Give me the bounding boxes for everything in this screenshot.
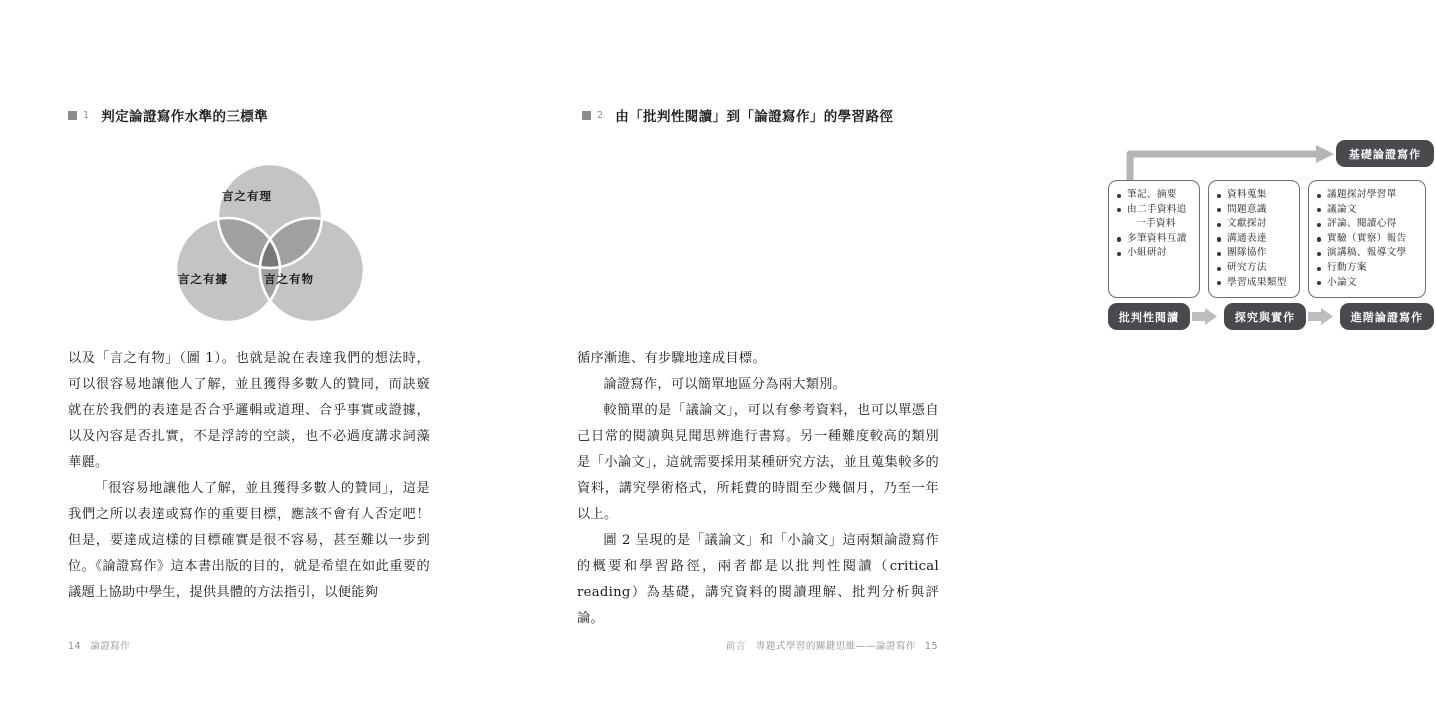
left-running-head: 論證寫作 — [90, 641, 131, 652]
figure-2-number: 2 — [597, 109, 604, 121]
figure-2-title: 由「批判性閱讀」到「論證寫作」的學習路徑 — [615, 109, 894, 125]
list-item: 演講稿、報導文學 — [1316, 246, 1420, 261]
bottom-stage-pill-3[interactable]: 進階論證寫作 — [1340, 303, 1434, 330]
figure-marker-icon — [68, 111, 77, 120]
flow-list-box-2 — [1208, 180, 1300, 298]
bottom-arrow-2 — [1308, 308, 1333, 325]
list-item: 團隊協作 — [1216, 246, 1294, 261]
figure-1-title: 判定論證寫作水準的三標準 — [101, 109, 269, 125]
bottom-stage-pill-1[interactable]: 批判性閱讀 — [1108, 303, 1190, 330]
list-item: 文獻探討 — [1216, 217, 1294, 232]
right-paragraph-3: 較簡單的是「議論文」，可以有參考資料，也可以單憑自己日常的閱讀與見聞思辨進行書寫。另一種難度較高的類別是「小論文」，這就需要採用某種研究方法，並且蒐集較多的資料，講究學術格式，所耗費的時間至少幾個月，乃至一年以上。 — [577, 403, 939, 522]
list-item: 學習成果類型 — [1216, 276, 1294, 291]
flow-list-2 — [1216, 188, 1294, 290]
list-item: 小組研討 — [1116, 246, 1194, 261]
left-paragraph-2: 「很容易地讓他人了解，並且獲得多數人的贊同」，這是我們之所以表達或寫作的重要目標，應該不會有人否定吧！但是，要達成這樣的目標確實是很不容易，甚至難以一步到位。《論證寫作》這本書出版的目的，就是希望在如此重要的議題上協助中學生，提供具體的方法指引，以便能夠 — [68, 481, 430, 600]
left-page — [0, 0, 500, 710]
list-item: 筆記、摘要 — [1116, 188, 1194, 203]
venn-label-bottom-right: 言之有物 — [264, 272, 314, 286]
list-item-continuation: 一手資料 — [1136, 218, 1176, 230]
list-item: 溝通表達 — [1216, 232, 1294, 247]
left-body-text — [68, 346, 430, 606]
top-stage-pill[interactable]: 基礎論證寫作 — [1336, 140, 1434, 167]
flow-list-box-1 — [1108, 180, 1200, 298]
left-page-number: 14 — [68, 641, 82, 652]
elbow-arrow-head — [1316, 145, 1334, 163]
figure-1-number: 1 — [83, 109, 90, 121]
list-item: 問題意識 — [1216, 203, 1294, 218]
figure-1-caption — [68, 105, 268, 125]
right-paragraph-1: 循序漸進、有步驟地達成目標。 — [577, 351, 766, 366]
right-page-footer — [726, 638, 938, 652]
list-item: 小論文 — [1316, 276, 1420, 291]
list-item: 資料蒐集 — [1216, 188, 1294, 203]
flow-list-3 — [1316, 188, 1420, 290]
list-item: 研究方法 — [1216, 261, 1294, 276]
list-item: 評論、閱讀心得 — [1316, 217, 1420, 232]
figure-marker-icon — [582, 111, 591, 120]
venn-diagram — [160, 152, 380, 332]
right-paragraph-4: 圖 2 呈現的是「議論文」和「小論文」這兩類論證寫作的概要和學習路徑，兩者都是以批判性閱讀（critical reading）為基礎，講究資料的閱讀理解、批判分析與評論。 — [577, 533, 939, 626]
right-running-head: 前言 專題式學習的關鍵思維——論證寫作 — [725, 641, 916, 652]
bottom-stage-pill-2[interactable]: 探究與實作 — [1224, 303, 1306, 330]
right-page-number: 15 — [924, 641, 938, 652]
flow-list-1 — [1116, 188, 1194, 261]
right-body-text — [577, 346, 939, 632]
venn-label-top: 言之有理 — [222, 189, 272, 203]
left-page-footer — [68, 638, 130, 652]
right-page — [500, 0, 1424, 710]
learning-path-flow-diagram — [1104, 136, 1436, 336]
venn-label-bottom-left: 言之有據 — [178, 272, 228, 286]
list-item: 議題探討學習單 — [1316, 188, 1420, 203]
list-item: 由二手資料追 — [1116, 203, 1194, 218]
list-item: 議論文 — [1316, 203, 1420, 218]
figure-2-caption — [582, 105, 893, 125]
venn-svg — [160, 152, 380, 332]
left-paragraph-1: 以及「言之有物」（圖 1）。也就是說在表達我們的想法時，可以很容易地讓他人了解，並且獲得多數人的贊同，而訣竅就在於我們的表達是否合乎邏輯或道理、合乎事實或證據，以及內容是否扎實，不是浮誇的空談，也不必過度講求詞藻華麗。 — [68, 351, 430, 470]
bottom-arrow-1 — [1192, 308, 1217, 325]
flow-list-box-3 — [1308, 180, 1426, 298]
elbow-arrow-line — [1130, 154, 1318, 182]
list-item: 實驗（實察）報告 — [1316, 232, 1420, 247]
list-item: 多筆資料互讀 — [1116, 232, 1194, 247]
right-paragraph-2: 論證寫作，可以簡單地區分為兩大類別。 — [603, 377, 847, 392]
list-item: 行動方案 — [1316, 261, 1420, 276]
